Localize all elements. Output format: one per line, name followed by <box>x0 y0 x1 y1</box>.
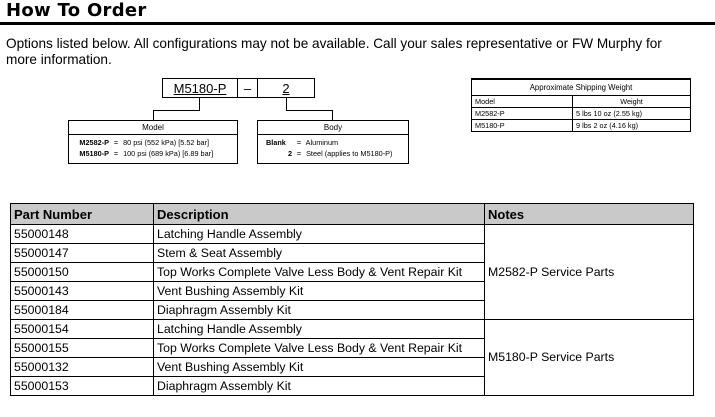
model-option-row: M2582-P = 80 psi (552 kPa) [5.52 bar] <box>79 138 210 147</box>
shipping-weight-table <box>471 78 691 132</box>
part-description: Latching Handle Assembly <box>154 320 485 339</box>
model-options-title: Model <box>69 121 237 135</box>
order-code-separator: – <box>238 79 258 97</box>
order-code-body: 2 <box>282 80 290 96</box>
body-connector-horizontal <box>286 110 333 111</box>
shipping-col-model: Model <box>472 96 573 108</box>
part-description: Top Works Complete Valve Less Body & Vent Repair Kit <box>154 263 485 282</box>
body-connector-drop <box>332 110 333 120</box>
part-number: 55000150 <box>11 263 154 282</box>
part-number: 55000148 <box>11 225 154 244</box>
part-number: 55000155 <box>11 339 154 358</box>
shipping-row: M5180-P 9 lbs 2 oz (4.16 kg) <box>472 120 691 132</box>
part-number: 55000153 <box>11 377 154 396</box>
body-option-row: Blank = Aluminum <box>266 138 339 147</box>
part-number: 55000184 <box>11 301 154 320</box>
part-description: Vent Bushing Assembly Kit <box>154 282 485 301</box>
part-number: 55000143 <box>11 282 154 301</box>
part-number: 55000154 <box>11 320 154 339</box>
col-description: Description <box>154 204 485 225</box>
shipping-weight-title: Approximate Shipping Weight <box>472 79 691 96</box>
body-connector-vertical <box>286 98 287 110</box>
model-connector-drop <box>153 110 154 120</box>
part-description: Stem & Seat Assembly <box>154 244 485 263</box>
body-options-box <box>257 120 409 164</box>
order-code-box <box>162 78 315 98</box>
part-description: Top Works Complete Valve Less Body & Vent Repair Kit <box>154 339 485 358</box>
model-connector-vertical <box>199 98 200 110</box>
part-description: Vent Bushing Assembly Kit <box>154 358 485 377</box>
part-description: Diaphragm Assembly Kit <box>154 301 485 320</box>
shipping-row: M2582-P 5 lbs 10 oz (2.55 kg) <box>472 108 691 120</box>
page-heading: How To Order <box>6 0 147 21</box>
col-part-number: Part Number <box>11 204 154 225</box>
col-notes: Notes <box>485 204 694 225</box>
model-options-box <box>68 120 238 164</box>
heading-rule <box>0 22 715 25</box>
notes-cell: M2582-P Service Parts <box>485 225 694 320</box>
model-connector-horizontal <box>153 110 200 111</box>
part-number: 55000132 <box>11 358 154 377</box>
table-row <box>11 225 694 244</box>
shipping-col-weight: Weight <box>573 96 691 108</box>
table-row <box>11 320 694 339</box>
order-code-model: M5180-P <box>163 79 238 97</box>
part-number: 55000147 <box>11 244 154 263</box>
parts-table <box>10 203 694 396</box>
part-description: Latching Handle Assembly <box>154 225 485 244</box>
body-option-row: 2 = Steel (applies to M5180-P) <box>287 149 393 158</box>
notes-cell: M5180-P Service Parts <box>485 320 694 396</box>
model-option-row: M5180-P = 100 psi (689 kPa) [6.89 bar] <box>79 149 214 158</box>
body-options-title: Body <box>258 121 408 135</box>
intro-paragraph: Options listed below. All configurations may not be available. Call your sales representative or FW Murphy for more information. <box>6 36 662 67</box>
part-description: Diaphragm Assembly Kit <box>154 377 485 396</box>
